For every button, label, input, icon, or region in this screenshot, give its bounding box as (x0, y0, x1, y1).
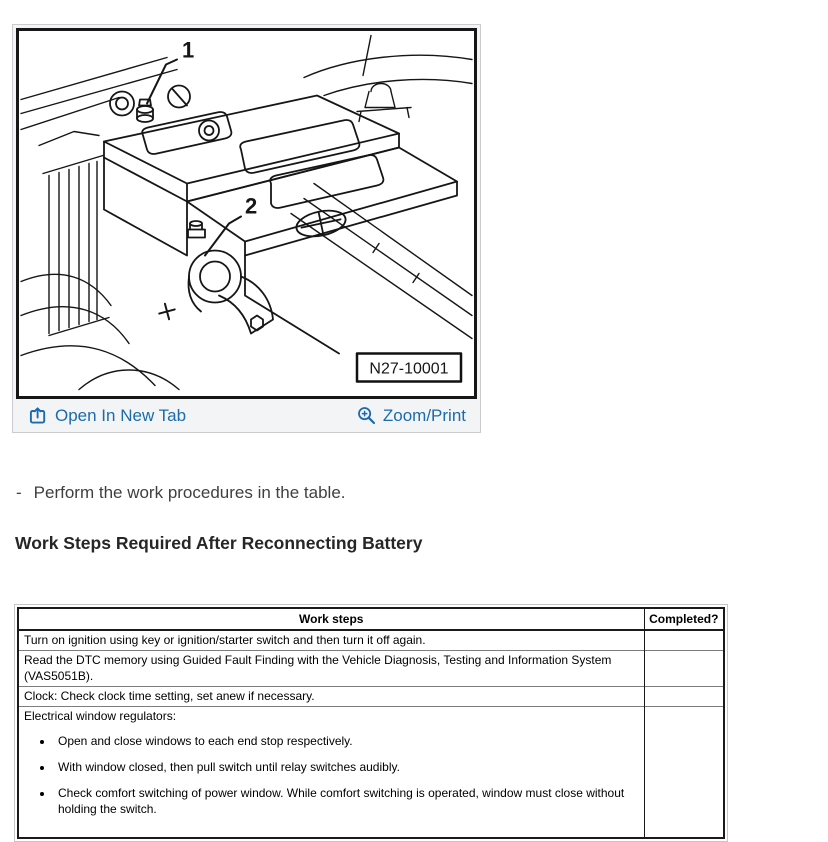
dash-marker: - (16, 483, 22, 502)
callout-1-label: 1 (182, 37, 195, 63)
magnifier-plus-icon (357, 406, 376, 425)
zoom-print-label: Zoom/Print (382, 405, 466, 425)
completed-cell (644, 651, 724, 687)
figure-toolbar (13, 399, 480, 432)
callout-1 (147, 38, 194, 104)
table-header-row (18, 608, 724, 630)
completed-cell (644, 687, 724, 707)
holddown-bracket (357, 84, 411, 122)
table-row (18, 651, 724, 687)
figure-panel (12, 24, 481, 433)
list-item: • Check comfort switching of power window. While comfort switching is operated, window must close without holding the switch. (54, 785, 639, 817)
small-plus-marker (157, 302, 177, 322)
list-item: • With window closed, then pull switch until relay switches audibly. (54, 759, 639, 775)
figure-frame (16, 28, 477, 399)
table-row (18, 630, 724, 651)
zoom-print-link[interactable] (357, 406, 466, 426)
work-step-cell: Read the DTC memory using Guided Fault Finding with the Vehicle Diagnosis, Testing and Information System (VAS5051B). (18, 651, 644, 687)
ribbed-bracket (43, 156, 109, 336)
completed-header: Completed? (644, 608, 724, 630)
table-row (18, 687, 724, 707)
open-in-new-tab-link[interactable] (29, 406, 186, 426)
work-step-cell (18, 707, 644, 838)
instruction-text (16, 483, 346, 503)
section-heading: Work Steps Required After Reconnecting Battery (15, 533, 423, 553)
figure-id-label: N27-10001 (369, 360, 449, 378)
work-step-intro: Electrical window regulators: (24, 709, 177, 723)
instruction-label: Perform the work procedures in the table. (33, 483, 346, 502)
work-steps-header: Work steps (18, 608, 644, 630)
open-in-new-tab-label: Open In New Tab (55, 405, 187, 425)
table-row (18, 707, 724, 838)
figure-id-box (357, 354, 461, 382)
work-step-cell: Turn on ignition using key or ignition/starter switch and then turn it off again. (18, 630, 644, 651)
work-steps-table (17, 607, 725, 839)
battery-illustration (19, 31, 474, 396)
callout-2-label: 2 (245, 193, 258, 219)
completed-cell (644, 707, 724, 838)
battery-body (104, 86, 457, 354)
open-in-new-tab-icon (29, 406, 48, 425)
work-step-cell: Clock: Check clock time setting, set anew if necessary. (18, 687, 644, 707)
completed-cell (644, 630, 724, 651)
work-steps-table-wrapper (14, 604, 728, 842)
callout-2 (205, 194, 257, 256)
work-step-bullet-list (36, 733, 639, 817)
negative-terminal (110, 92, 153, 123)
list-item: • Open and close windows to each end stop respectively. (54, 733, 639, 749)
